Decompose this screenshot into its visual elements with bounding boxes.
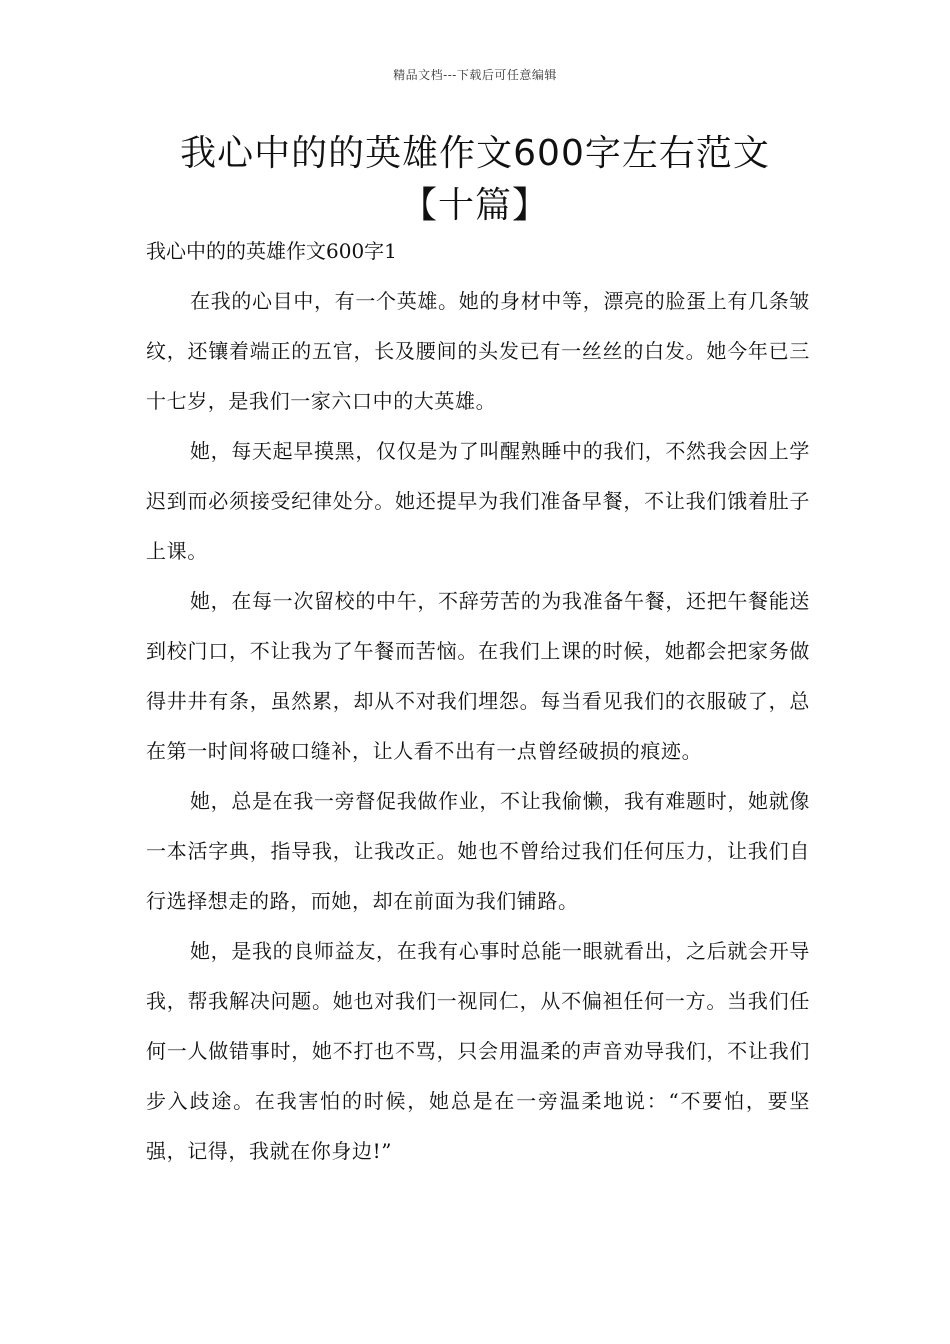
paragraph-5: 她，是我的良师益友，在我有心事时总能一眼就看出，之后就会开导我，帮我解决问题。她也对我们一视同仁，从不偏袒任何一方。当我们任何一人做错事时，她不打也不骂，只会用温柔的声音劝导我们，不让我们步入歧途。在我害怕的时候，她总是在一旁温柔地说：“不要怕，要坚强，记得，我就在你身边!”	[146, 939, 810, 1163]
title-line-2: 【十篇】	[400, 185, 549, 226]
header-note: 精品文档---下载后可任意编辑	[393, 68, 557, 82]
body-text	[146, 276, 810, 1176]
section-subtitle: 我心中的的英雄作文600字1	[146, 239, 397, 263]
title-line-1: 我心中的的英雄作文600字左右范文	[180, 133, 770, 174]
paragraph-3: 她，在每一次留校的中午，不辞劳苦的为我准备午餐，还把午餐能送到校门口，不让我为了午餐而苦恼。在我们上课的时候，她都会把家务做得井井有条，虽然累，却从不对我们埋怨。每当看见我们的衣服破了，总在第一时间将破口缝补，让人看不出有一点曾经破损的痕迹。	[146, 589, 810, 763]
document-title	[80, 128, 870, 232]
paragraph-1: 在我的心目中，有一个英雄。她的身材中等，漂亮的脸蛋上有几条皱纹，还镶着端正的五官，长及腰间的头发已有一丝丝的白发。她今年已三十七岁，是我们一家六口中的大英雄。	[146, 289, 810, 413]
paragraph-2: 她，每天起早摸黑，仅仅是为了叫醒熟睡中的我们，不然我会因上学迟到而必须接受纪律处分。她还提早为我们准备早餐，不让我们饿着肚子上课。	[146, 439, 810, 563]
paragraph-4: 她，总是在我一旁督促我做作业，不让我偷懒，我有难题时，她就像一本活字典，指导我，让我改正。她也不曾给过我们任何压力，让我们自行选择想走的路，而她，却在前面为我们铺路。	[146, 789, 810, 913]
